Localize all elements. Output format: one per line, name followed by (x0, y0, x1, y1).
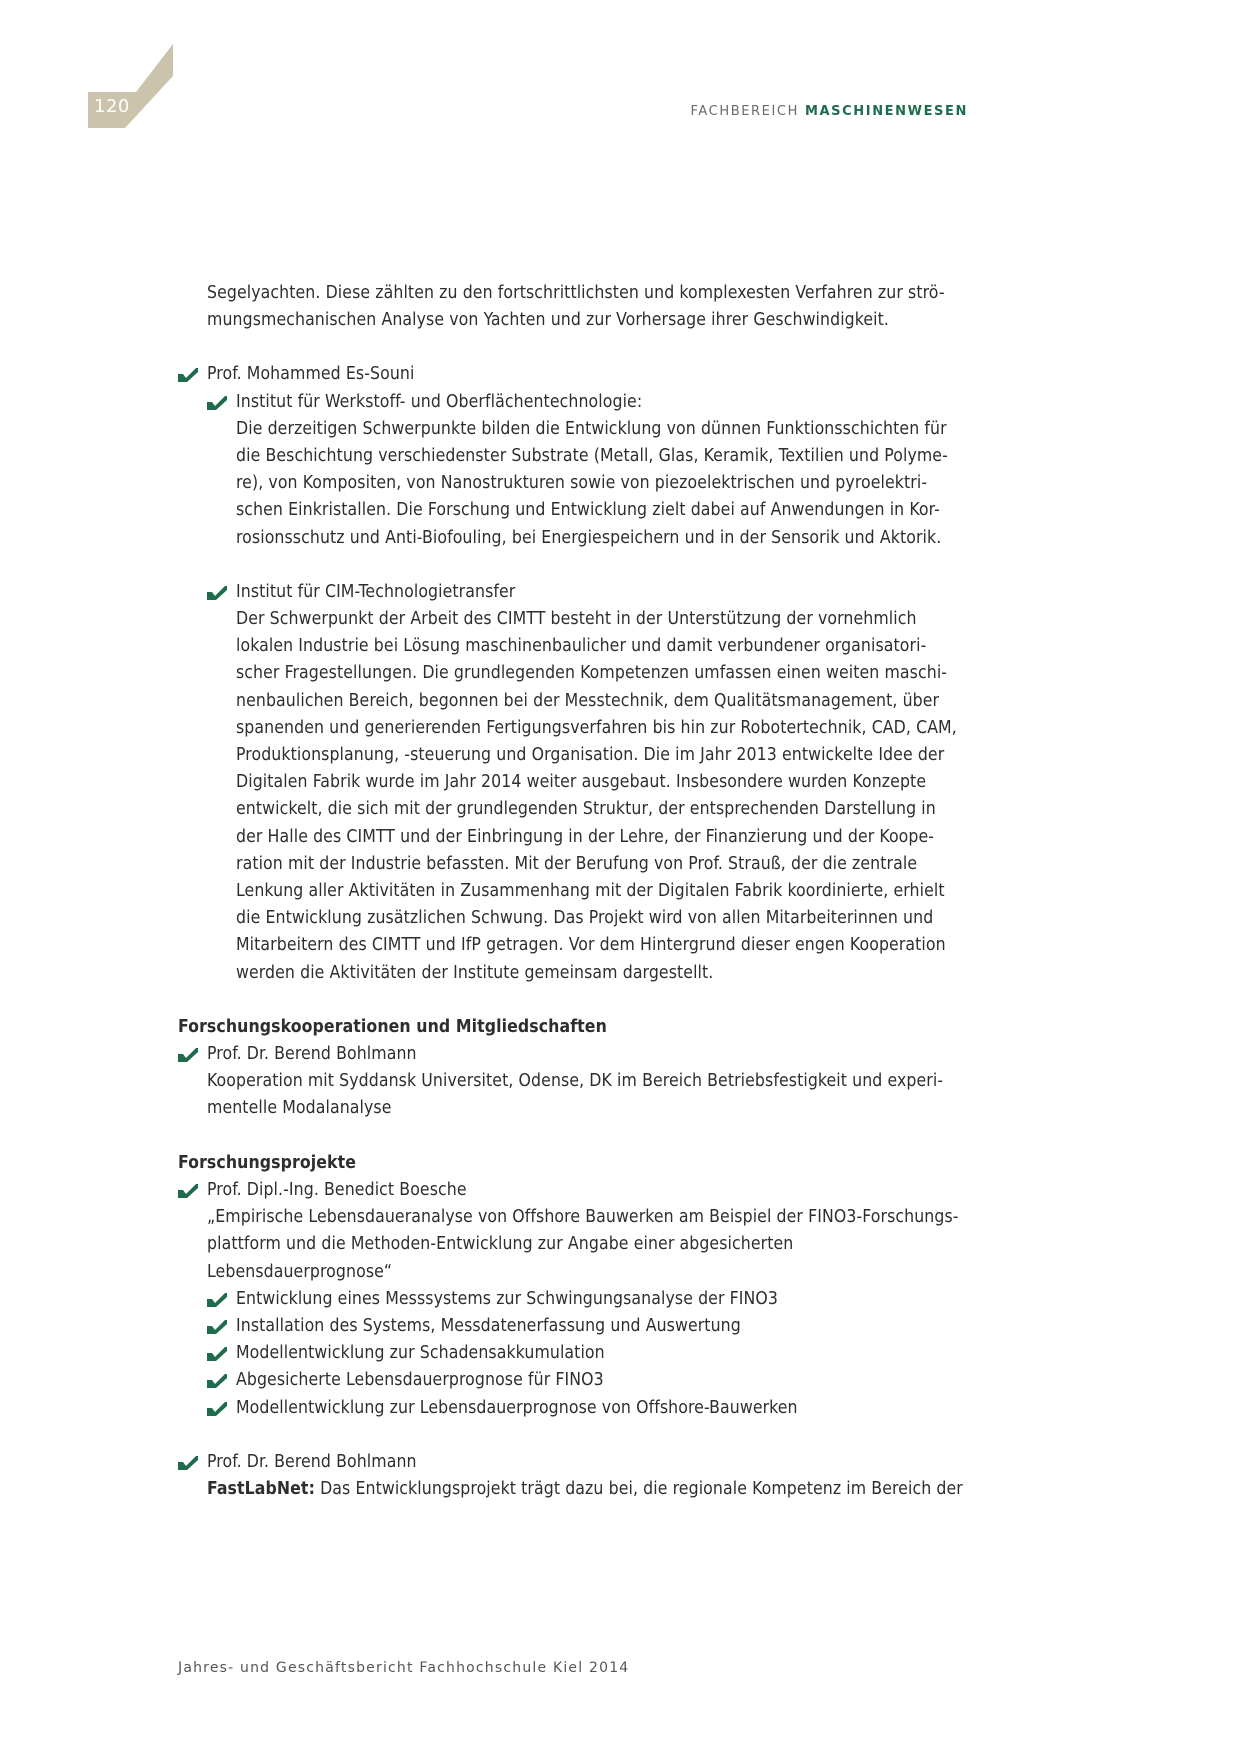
running-head-prefix: FACHBEREICH (690, 104, 799, 119)
text-line: ration mit der Industrie befassten. Mit der Berufung von Prof. Strauß, der die zentrale (236, 853, 918, 874)
text-line: plattform und die Methoden-Entwicklung zur Angabe einer abgesicherten Lebensdauerprognose“ (207, 1234, 794, 1282)
checkmark-icon (178, 1184, 198, 1198)
checkmark-icon (178, 368, 198, 382)
list-item-subtask (178, 1367, 974, 1394)
section-heading-cooperations: Forschungskooperationen und Mitgliedschaften (178, 1016, 607, 1037)
page-footer: Jahres- und Geschäftsbericht Fachhochschule Kiel 2014 (178, 1660, 630, 1676)
running-head (691, 104, 968, 119)
checkmark-icon (178, 1048, 198, 1062)
person-name: Prof. Dipl.-Ing. Benedict Boesche (207, 1179, 467, 1200)
list-item-bohlmann-project (178, 1449, 974, 1476)
project-title (178, 1204, 974, 1286)
text-line: Lenkung aller Aktivitäten in Zusammenhang mit der Digitalen Fabrik koordinierte, erhielt (236, 881, 945, 902)
text-line: mentelle Modalanalyse (207, 1098, 392, 1119)
text-line: Das Entwicklungsprojekt trägt dazu bei, die regionale Kompetenz im Bereich der (314, 1478, 963, 1499)
text-line: der Halle des CIMTT und der Einbringung in der Lehre, der Finanzierung und der Koope- (236, 826, 935, 847)
text-line: spanenden und generierenden Fertigungsverfahren bis hin zur Robotertechnik, CAD, CAM, (236, 717, 957, 738)
checkmark-icon (207, 1347, 227, 1361)
project-description (178, 1476, 974, 1503)
subtask-label: Abgesicherte Lebensdauerprognose für FINO3 (236, 1370, 604, 1391)
page-number: 120 (94, 96, 130, 117)
checkmark-icon (207, 1293, 227, 1307)
project-acronym: FastLabNet: (207, 1478, 315, 1499)
person-name: Prof. Dr. Berend Bohlmann (207, 1451, 417, 1472)
section-heading-projects: Forschungsprojekte (178, 1152, 357, 1173)
subtask-label: Installation des Systems, Messdatenerfassung und Auswertung (236, 1315, 741, 1336)
subtask-label: Entwicklung eines Messsystems zur Schwingungsanalyse der FINO3 (236, 1288, 779, 1309)
list-item-subtask (178, 1340, 974, 1367)
person-name: Prof. Mohammed Es-Souni (207, 364, 415, 385)
list-item-subtask (178, 1313, 974, 1340)
text-line: entwickelt, die sich mit der grundlegenden Struktur, der entsprechenden Darstellung in (236, 799, 936, 820)
checkmark-icon (207, 396, 227, 410)
intro-paragraph (178, 280, 974, 334)
cooperation-description (178, 1068, 974, 1122)
list-item-es-souni (178, 361, 974, 388)
text-line: Mitarbeitern des CIMTT und IfP getragen. Vor dem Hintergrund dieser engen Kooperation (236, 935, 946, 956)
text-line: Digitalen Fabrik wurde im Jahr 2014 weiter ausgebaut. Insbesondere wurden Konzepte (236, 772, 927, 793)
text-line: die Entwicklung zusätzlichen Schwung. Das Projekt wird von allen Mitarbeiterinnen und (236, 908, 934, 929)
text-line: lokalen Industrie bei Lösung maschinenbaulicher und damit verbundener organisatori- (236, 636, 927, 657)
text-line: nenbaulichen Bereich, begonnen bei der Messtechnik, dem Qualitätsmanagement, über (236, 690, 940, 711)
list-item-boesche (178, 1177, 974, 1204)
text-line: schen Einkristallen. Die Forschung und Entwicklung zielt dabei auf Anwendungen in Kor- (236, 500, 940, 521)
list-item-institute-surface (178, 389, 974, 416)
list-item-bohlmann-coop (178, 1041, 974, 1068)
text-line: Segelyachten. Diese zählten zu den fortschrittlichsten und komplexesten Verfahren zur strö- (207, 283, 945, 303)
text-line: Kooperation mit Syddansk Universitet, Odense, DK im Bereich Betriebsfestigkeit und experi- (207, 1071, 944, 1092)
checkmark-icon (207, 586, 227, 600)
institute-description (178, 606, 974, 987)
text-line: Der Schwerpunkt der Arbeit des CIMTT besteht in der Unterstützung der vornehmlich (236, 609, 917, 630)
text-line: Produktionsplanung, -steuerung und Organisation. Die im Jahr 2013 entwickelte Idee der (236, 745, 945, 766)
list-item-subtask (178, 1286, 974, 1313)
institute-description (178, 416, 974, 552)
running-head-section: MASCHINENWESEN (804, 104, 968, 119)
person-name: Prof. Dr. Berend Bohlmann (207, 1044, 417, 1065)
checkmark-icon (178, 1456, 198, 1470)
checkmark-icon (207, 1320, 227, 1334)
text-line: rosionsschutz und Anti-Biofouling, bei Energiespeichern und in der Sensorik und Aktorik. (236, 527, 942, 548)
text-line: „Empirische Lebensdaueranalyse von Offshore Bauwerken am Beispiel der FINO3-Forschungs- (207, 1207, 959, 1228)
text-line: werden die Aktivitäten der Institute gemeinsam dargestellt. (236, 962, 714, 983)
main-content (178, 280, 974, 1503)
text-line: Die derzeitigen Schwerpunkte bilden die Entwicklung von dünnen Funktionsschichten für (236, 418, 947, 439)
checkmark-icon (207, 1374, 227, 1388)
text-line: die Beschichtung verschiedenster Substrate (Metall, Glas, Keramik, Textilien und Polyme- (236, 446, 948, 467)
institute-title: Institut für CIM-Technologietransfer (236, 581, 516, 602)
subtask-label: Modellentwicklung zur Lebensdauerprognose von Offshore-Bauwerken (236, 1397, 798, 1418)
subtask-label: Modellentwicklung zur Schadensakkumulation (236, 1343, 605, 1364)
text-line: scher Fragestellungen. Die grundlegenden Kompetenzen umfassen einen weiten maschi- (236, 663, 948, 684)
list-item-institute-cimtt (178, 579, 974, 606)
list-item-subtask (178, 1395, 974, 1422)
text-line: re), von Kompositen, von Nanostrukturen sowie von piezoelektrischen und pyroelektri- (236, 473, 928, 494)
institute-title: Institut für Werkstoff- und Oberflächentechnologie: (236, 391, 643, 412)
checkmark-icon (207, 1402, 227, 1416)
text-line: mungsmechanischen Analyse von Yachten und zur Vorhersage ihrer Geschwindigkeit. (207, 310, 889, 331)
